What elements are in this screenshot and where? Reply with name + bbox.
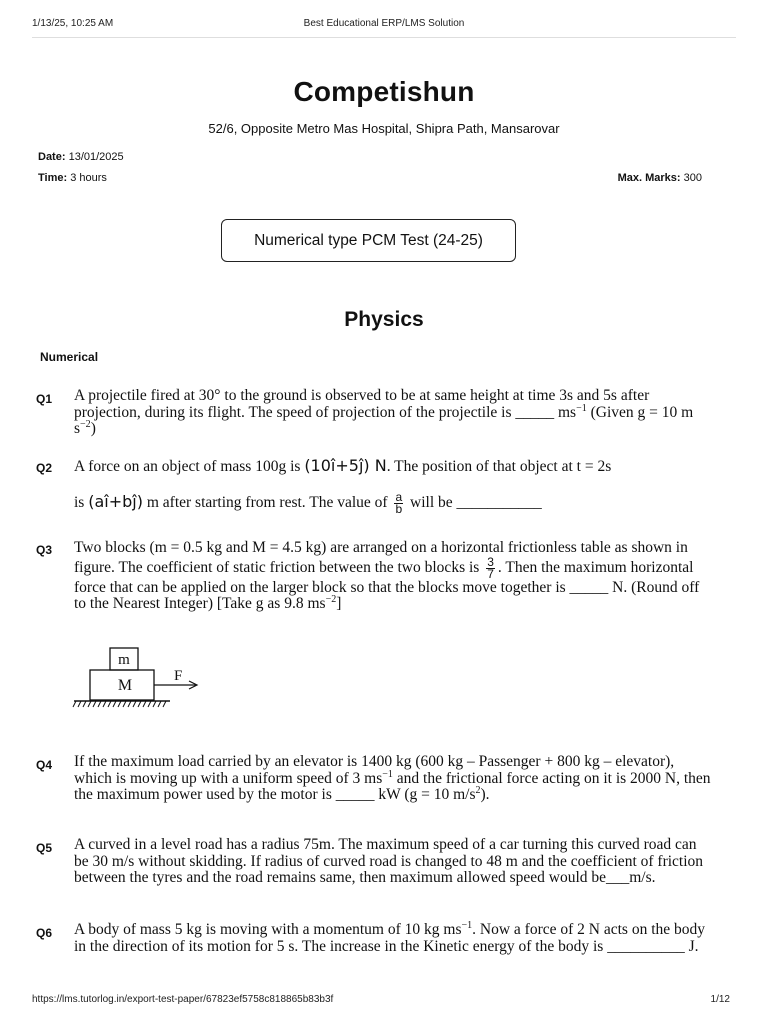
fraction-numerator: 3 [487, 554, 494, 569]
print-datetime: 1/13/25, 10:25 AM [32, 18, 114, 29]
question-number: Q2 [36, 461, 53, 475]
q1-text-part: A projectile fired at 30° to the ground is observed to be at same height at time 3s and 5s after projection, during its flight. The speed of projection of the projectile is _____ ms [74, 387, 650, 421]
force-vector: (10î+5ĵ) N [304, 456, 387, 475]
q5-text: A curved in a level road has a radius 75m. The maximum speed of a car turning this curved road can be 30 m/s without skidding. If radius of curved road is changed to 48 m and the coefficient of friction between the tyres and the road remains same, then maximum allowed speed would be___m/s. [74, 836, 704, 886]
question-number: Q4 [36, 758, 53, 772]
marks-value: 300 [683, 172, 702, 184]
institute-address: 52/6, Opposite Metro Mas Hospital, Shipra Path, Mansarovar [208, 121, 560, 136]
q2-text-part: A force on an object of mass 100g is [74, 458, 305, 475]
q2-text-part: will be ___________ [406, 494, 542, 512]
fraction-3-over-7 [486, 554, 495, 581]
print-header [32, 18, 736, 34]
fraction-a-over-b [394, 492, 403, 515]
q1-superscript: −1 [576, 402, 587, 414]
header-divider [32, 37, 736, 38]
subject-heading: Physics [344, 308, 424, 331]
position-vector: (aî+bĵ) [88, 492, 143, 512]
q6-text-part: . Now a force of 2 N acts on the body in the direction of its motion for 5 s. The increase in the Kinetic energy of the body is __________ J. [74, 921, 706, 955]
q1-text-part: (Given g = 10 m s [74, 403, 694, 437]
q2-text-part: is [74, 494, 89, 512]
question-number: Q1 [36, 392, 53, 406]
q4-superscript: 2 [475, 784, 481, 796]
q3-superscript: −2 [325, 593, 337, 605]
q6-text-part: A body of mass 5 kg is moving with a momentum of 10 kg ms [74, 921, 462, 938]
question-number: Q3 [36, 543, 53, 557]
blocks-figure [70, 644, 210, 716]
print-url: https://lms.tutorlog.in/export-test-paper/67823ef5758c818865b83b3f [32, 994, 334, 1005]
section-heading: Numerical [40, 350, 99, 364]
time-label: Time: [38, 172, 68, 184]
force-label: F [174, 668, 183, 684]
exam-date [38, 151, 124, 163]
institute-name: Competishun [293, 76, 475, 107]
question-text [74, 754, 712, 804]
q4-text-part: If the maximum load carried by an elevator is 1400 kg (600 kg – Passenger + 800 kg – elevator), which is moving up with a uniform speed of 3 ms [74, 753, 675, 787]
question-text [74, 458, 712, 476]
question-number: Q6 [36, 926, 53, 940]
question-text [74, 388, 712, 438]
q6-superscript: −1 [461, 919, 473, 931]
test-title-box [221, 219, 516, 262]
max-marks [618, 172, 702, 184]
question-text [74, 540, 712, 613]
test-title: Numerical type PCM Test (24-25) [254, 231, 483, 249]
fraction-numerator: a [395, 490, 403, 504]
q1-superscript: −2 [80, 418, 91, 430]
page-number: 1/12 [710, 994, 730, 1005]
q1-text-part: ) [90, 420, 96, 437]
fraction-denominator: 7 [487, 566, 494, 581]
date-value: 13/01/2025 [68, 151, 124, 163]
question-text [74, 919, 712, 955]
marks-label: Max. Marks: [617, 172, 681, 184]
question-text-line [74, 492, 712, 515]
q4-superscript: −1 [382, 768, 393, 780]
q2-text-part: m after starting from rest. The value of [142, 494, 392, 512]
date-label: Date: [38, 151, 66, 163]
question-number: Q5 [36, 841, 53, 855]
exam-time [38, 172, 107, 184]
time-value: 3 hours [70, 172, 107, 184]
small-block-label: m [118, 652, 130, 668]
q4-text-part: ). [480, 786, 490, 803]
q3-text-part: Two blocks (m = 0.5 kg and M = 4.5 kg) are arranged on a horizontal frictionless table as shown in figure. The coefficient of static friction between the two blocks is [74, 539, 688, 576]
q4-text-part: and the frictional force acting on it is 2000 N, then the maximum power used by the motor is _____ kW (g = 10 m/s [74, 769, 711, 803]
table-hatching [73, 701, 166, 707]
fraction-denominator: b [395, 502, 403, 516]
q3-text-part: . Then the maximum horizontal force that can be applied on the larger block so that the blocks move together is _____ N. (Round off to the Nearest Integer) [Take g as 9.8 ms [74, 558, 700, 612]
print-footer [32, 994, 736, 1008]
q2-text-part: . The position of that object at t = 2s [386, 458, 612, 475]
question-text [74, 837, 712, 887]
q3-text-part: ] [336, 595, 342, 612]
print-title: Best Educational ERP/LMS Solution [303, 18, 465, 29]
large-block-label: M [117, 677, 133, 694]
